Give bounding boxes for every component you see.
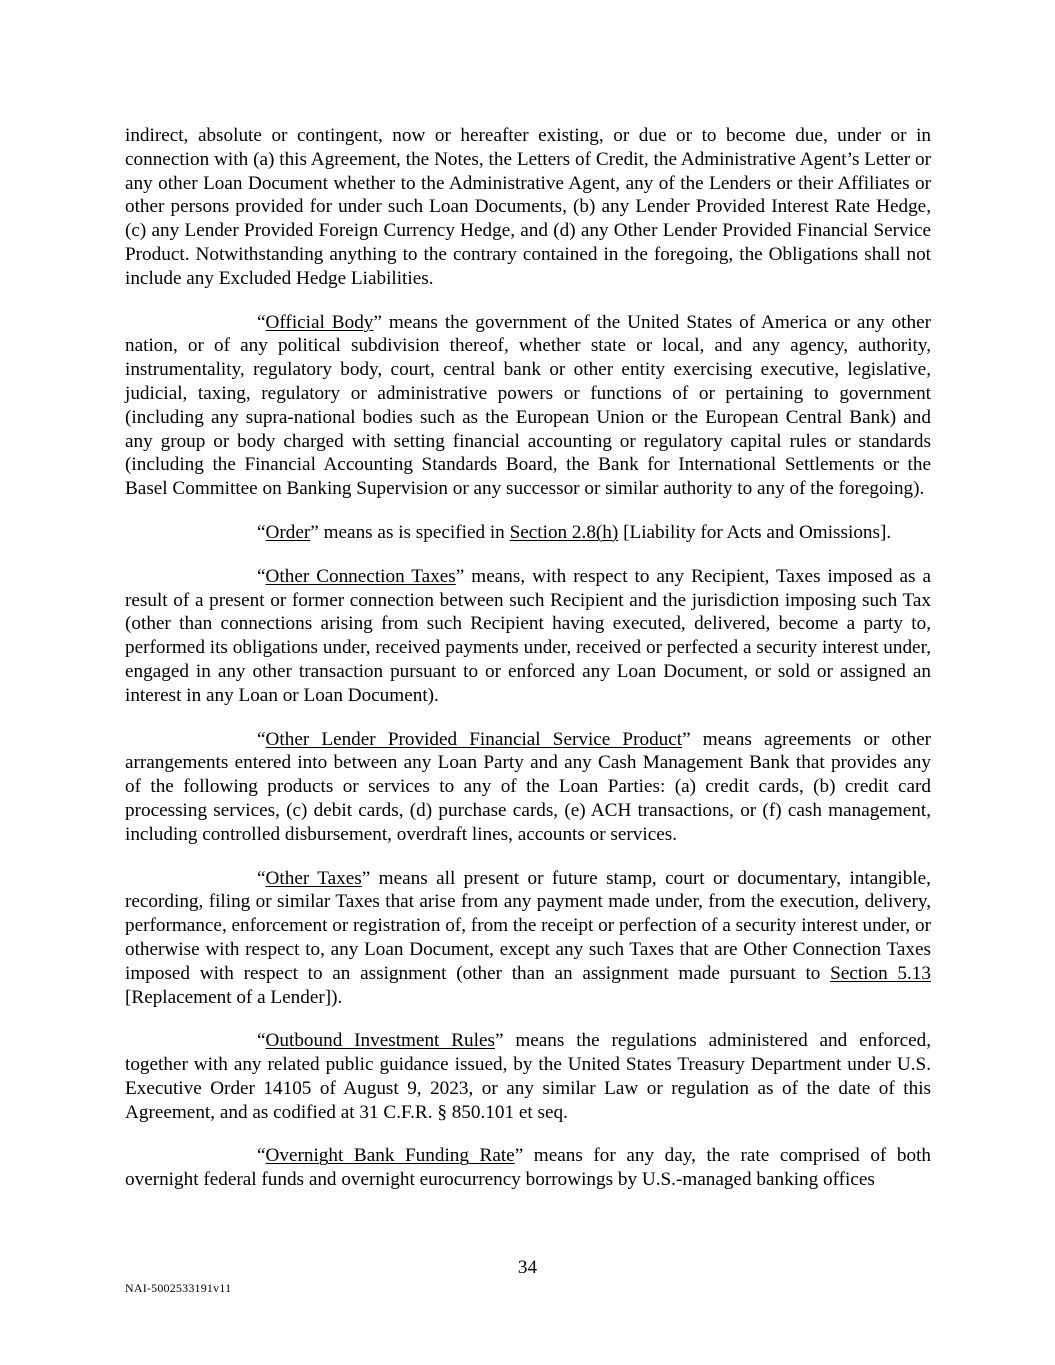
open-quote: “ <box>257 521 266 543</box>
page-number: 34 <box>517 1257 538 1278</box>
close-quote: ” <box>514 1145 524 1167</box>
definition-order <box>125 521 931 545</box>
definition-text: means the government of the United States of America or any other nation, or of any political subdivision thereof, whether state or local, and any agency, authority, instrumentality, regulatory body, court, central bank or other entity exercising executive, legislative, judicial, taxing, regulatory or administrative powers or functions of or pertaining to government (including any supra-national bodies such as the European Union or the European Central Bank) and any group or body charged with setting financial accounting or regulatory capital rules or standards (including the Financial Accounting Standards Board, the Bank for International Settlements or the Basel Committee on Banking Supervision or any successor or similar authority to any of the foregoing). <box>125 311 932 500</box>
close-quote: ” <box>373 311 382 333</box>
definition-text: means for any day, the rate comprised of both overnight federal funds and overnight eurocurrency borrowings by U.S.-managed banking offices <box>125 1145 931 1191</box>
definition-text: means all present or future stamp, court or documentary, intangible, recording, filing or similar Taxes that arise from any payment made under, from the execution, delivery, performance, enforcement or registration of, from the receipt or perfection of a security interest under, or otherwise with respect to, any Loan Document, except any such Taxes that are Other Connection Taxes imposed with respect to an assignment (other than an assignment made pursuant to <box>125 867 931 984</box>
defined-term: Official Body <box>265 311 374 333</box>
open-quote: “ <box>257 311 266 333</box>
document-body <box>125 124 931 1212</box>
defined-term: Other Lender Provided Financial Service Product <box>265 728 683 750</box>
close-quote: ” <box>361 867 371 889</box>
open-quote: “ <box>257 565 266 587</box>
definition-official-body <box>125 311 931 501</box>
close-quote: ” <box>455 565 465 587</box>
section-reference: Section 5.13 <box>830 962 931 984</box>
defined-term: Other Taxes <box>265 867 362 889</box>
defined-term: Outbound Investment Rules <box>265 1030 495 1052</box>
definition-text: means as is specified in <box>318 521 510 543</box>
open-quote: “ <box>257 728 266 750</box>
defined-term: Other Connection Taxes <box>265 565 456 587</box>
definition-other-taxes <box>125 867 931 1010</box>
open-quote: “ <box>257 1145 266 1167</box>
open-quote: “ <box>257 1030 266 1052</box>
definition-text: means agreements or other arrangements entered into between any Loan Party and any Cash Management Bank that provides any of the following products or services to any of the Loan Parties: (a) credit cards, (b) credit card processing services, (c) debit cards, (d) purchase cards, (e) ACH transactions, or (f) cash management, including controlled disbursement, overdraft lines, accounts or services. <box>125 728 931 845</box>
document-id: NAI-5002533191v11 <box>125 1281 232 1295</box>
close-quote: ” <box>682 728 691 750</box>
definition-other-connection-taxes <box>125 565 931 708</box>
close-quote: ” <box>310 521 319 543</box>
paragraph-text: indirect, absolute or contingent, now or hereafter existing, or due or to become due, under or in connection with (a) this Agreement, the Notes, the Letters of Credit, the Administrative Agent’s Letter or any other Loan Document whether to the Administrative Agent, any of the Lenders or their Affiliates or other persons provided for under such Loan Documents, (b) any Lender Provided Interest Rate Hedge, (c) any Lender Provided Foreign Currency Hedge, and (d) any Other Lender Provided Financial Service Product. Notwithstanding anything to the contrary contained in the foregoing, the Obligations shall not include any Excluded Hedge Liabilities. <box>125 125 931 289</box>
definition-text: means, with respect to any Recipient, Taxes imposed as a result of a present or former connection between such Recipient and the jurisdiction imposing such Tax (other than connections arising from such Recipient having executed, delivered, become a party to, performed its obligations under, received payments under, received or perfected a security interest under, engaged in any other transaction pursuant to or enforced any Loan Document, or sold or assigned an interest in any Loan or Loan Document). <box>125 565 931 706</box>
section-reference: Section 2.8(h) <box>509 521 619 543</box>
definition-text: [Liability for Acts and Omissions]. <box>618 521 892 543</box>
open-quote: “ <box>257 867 266 889</box>
definition-text: means the regulations administered and enforced, together with any related public guidance issued, by the United States Treasury Department under U.S. Executive Order 14105 of August 9, 2023, or any similar Law or regulation as of the date of this Agreement, and as codified at 31 C.F.R. § 850.101 et seq. <box>125 1030 932 1123</box>
definition-other-lender-provided-financial-service-product <box>125 728 931 847</box>
close-quote: ” <box>494 1030 504 1052</box>
definition-outbound-investment-rules <box>125 1029 931 1124</box>
paragraph-obligations-continuation <box>125 124 931 291</box>
definition-overnight-bank-funding-rate <box>125 1144 931 1192</box>
definition-text: [Replacement of a Lender]). <box>125 986 343 1008</box>
defined-term: Order <box>265 521 311 543</box>
defined-term: Overnight Bank Funding Rate <box>265 1145 515 1167</box>
